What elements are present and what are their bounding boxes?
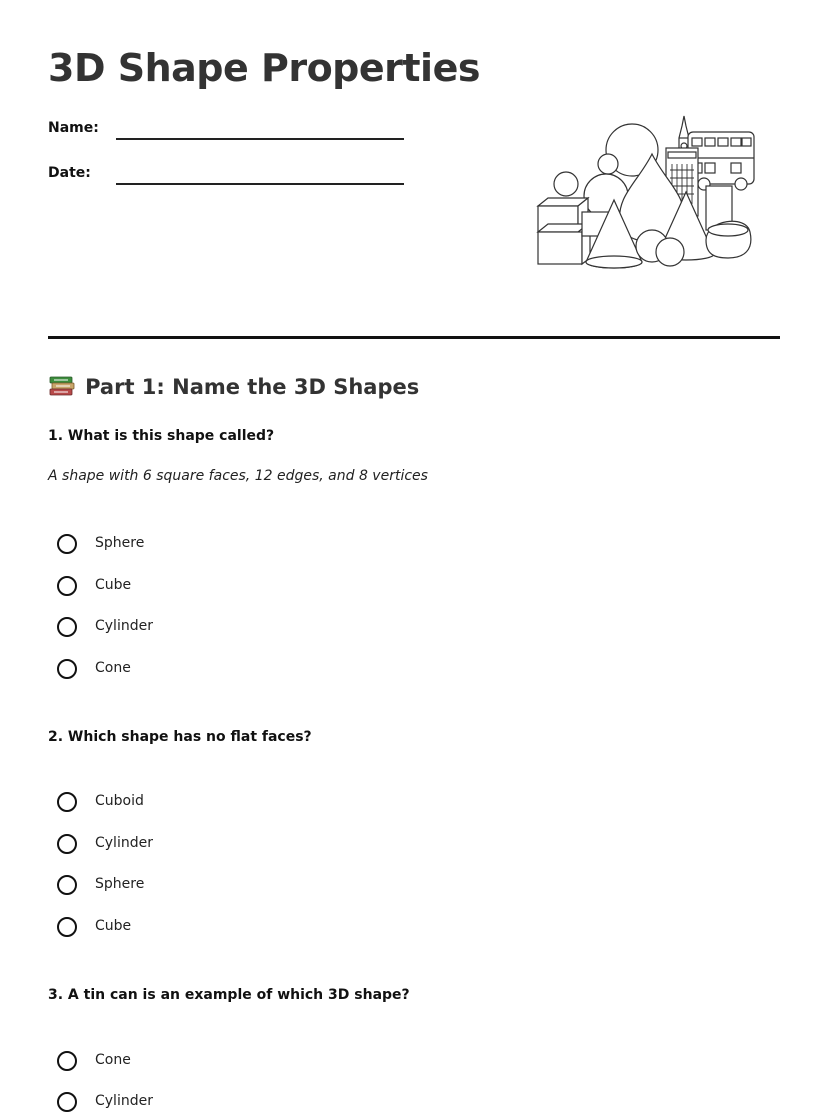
section-title	[48, 374, 419, 404]
date-field	[48, 163, 408, 187]
option-label: Cylinder	[95, 1093, 153, 1109]
option-label: Cube	[95, 577, 132, 593]
option-label: Cylinder	[95, 618, 153, 634]
option-label: Cube	[95, 918, 132, 934]
books-icon	[48, 374, 76, 400]
radio-button[interactable]	[57, 875, 77, 895]
worksheet-page	[48, 0, 780, 1118]
date-label: Date:	[48, 165, 91, 181]
question-1: 1. What is this shape called?	[48, 428, 275, 444]
q1-option-cube[interactable]	[57, 575, 357, 601]
radio-button[interactable]	[57, 1051, 77, 1071]
3d-shapes-london-illustration-icon	[534, 108, 758, 274]
radio-button[interactable]	[57, 617, 77, 637]
radio-button[interactable]	[57, 1092, 77, 1112]
option-label: Cylinder	[95, 835, 153, 851]
name-input-line[interactable]	[116, 138, 404, 140]
header-divider	[48, 336, 780, 339]
option-label: Sphere	[95, 876, 145, 892]
option-label: Cuboid	[95, 793, 144, 809]
q3-option-cylinder[interactable]	[57, 1091, 357, 1117]
option-label: Cone	[95, 660, 131, 676]
question-3: 3. A tin can is an example of which 3D shape?	[48, 987, 410, 1003]
option-label: Cone	[95, 1052, 131, 1068]
q1-option-cone[interactable]	[57, 658, 357, 684]
q3-option-cone[interactable]	[57, 1050, 357, 1076]
radio-button[interactable]	[57, 576, 77, 596]
radio-button[interactable]	[57, 834, 77, 854]
section-heading: Part 1: Name the 3D Shapes	[85, 375, 420, 399]
radio-button[interactable]	[57, 534, 77, 554]
q1-option-sphere[interactable]	[57, 533, 357, 559]
q2-option-cuboid[interactable]	[57, 791, 357, 817]
name-label: Name:	[48, 120, 99, 136]
option-label: Sphere	[95, 535, 145, 551]
q2-option-cube[interactable]	[57, 916, 357, 942]
radio-button[interactable]	[57, 659, 77, 679]
q1-option-cylinder[interactable]	[57, 616, 357, 642]
radio-button[interactable]	[57, 792, 77, 812]
page-title: 3D Shape Properties	[48, 46, 480, 90]
radio-button[interactable]	[57, 917, 77, 937]
q2-option-sphere[interactable]	[57, 874, 357, 900]
name-field	[48, 118, 408, 142]
date-input-line[interactable]	[116, 183, 404, 185]
q2-option-cylinder[interactable]	[57, 833, 357, 859]
question-1-hint: A shape with 6 square faces, 12 edges, and 8 vertices	[48, 468, 428, 484]
question-2: 2. Which shape has no flat faces?	[48, 729, 312, 745]
